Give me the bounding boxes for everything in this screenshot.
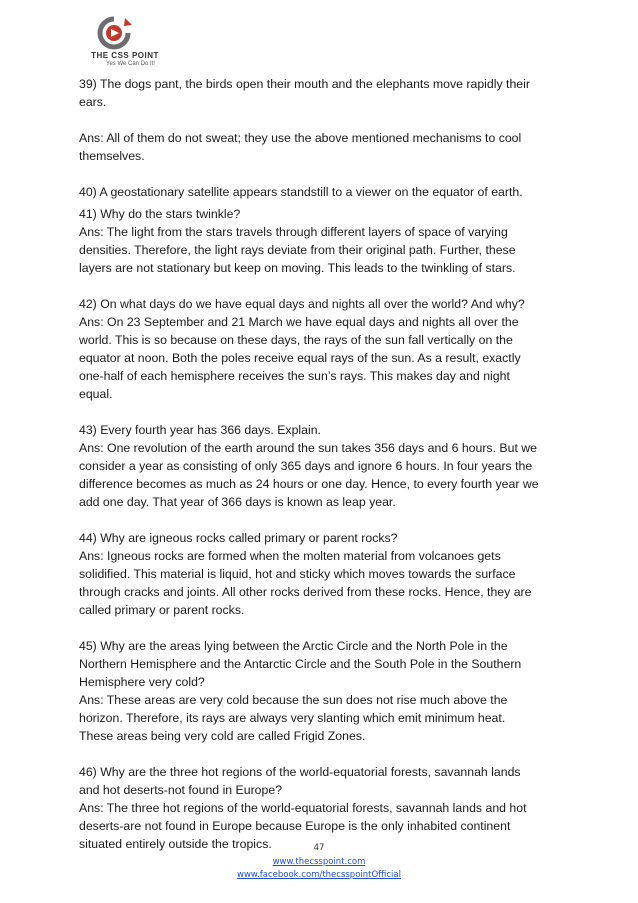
text-line: 39) The dogs pant, the birds open their mouth and the elephants move rapidly their — [79, 77, 530, 91]
qa-paragraph — [79, 183, 565, 201]
text-line: deserts-are not found in Europe because Europe is the only inhabited continent — [79, 819, 511, 833]
text-line: add one day. That year of 366 days is known as leap year. — [79, 495, 396, 509]
text-line: difference becomes as much as 24 hours or one day. Hence, to every fourth year we — [79, 477, 539, 491]
text-line: themselves. — [79, 149, 145, 163]
facebook-link[interactable]: www.facebook.com/thecsspointOfficial — [237, 870, 401, 880]
text-line: 45) Why are the areas lying between the Arctic Circle and the North Pole in the — [79, 639, 508, 653]
qa-paragraph — [79, 75, 565, 111]
text-line: and hot deserts-not found in Europe? — [79, 783, 283, 797]
text-line: densities. Therefore, the light rays deviate from their original path. Further, these — [79, 243, 516, 257]
text-line: 46) Why are the three hot regions of the world-equatorial forests, savannah lands — [79, 765, 521, 779]
text-line: situated entirely outside the tropics. — [79, 837, 272, 851]
text-line: 44) Why are igneous rocks called primary or parent rocks? — [79, 531, 398, 545]
text-line: Ans: These areas are very cold because the sun does not rise much above the — [79, 693, 508, 707]
text-line: equator at noon. Both the poles receive equal rays of the sun. As a result, exactly — [79, 351, 521, 365]
page-number: 47 — [313, 843, 325, 853]
text-line: called primary or parent rocks. — [79, 603, 245, 617]
text-line: Ans: The light from the stars travels through different layers of space of varying — [79, 225, 508, 239]
text-line: world. This is so because on these days, the rays of the sun fall vertically on the — [79, 333, 513, 347]
text-line: layers are not stationary but keep on moving. This leads to the twinkling of stars. — [79, 261, 516, 275]
qa-paragraph — [79, 129, 565, 165]
text-line: These areas being very cold are called Frigid Zones. — [79, 729, 366, 743]
qa-paragraph — [79, 763, 565, 853]
text-line: 42) On what days do we have equal days and nights all over the world? And why? — [79, 297, 525, 311]
text-line: Ans: All of them do not sweat; they use the above mentioned mechanisms to cool — [79, 131, 522, 145]
text-line: one-half of each hemisphere receives the sun’s rays. This makes day and night — [79, 369, 510, 383]
site-logo — [80, 16, 170, 74]
text-line: 43) Every fourth year has 366 days. Explain. — [79, 423, 321, 437]
qa-paragraph — [79, 637, 565, 745]
website-link[interactable]: www.thecsspoint.com — [272, 857, 366, 867]
text-line: solidified. This material is liquid, hot and sticky which moves towards the surface — [79, 567, 516, 581]
logo-icon — [94, 16, 134, 50]
text-line: through cracks and joints. All other rocks derived from these rocks. Hence, they are — [79, 585, 532, 599]
text-line: Ans: One revolution of the earth around the sun takes 356 days and 6 hours. But we — [79, 441, 538, 455]
text-line: Northern Hemisphere and the Antarctic Circle and the South Pole in the Southern — [79, 657, 522, 671]
document-body — [79, 75, 565, 871]
qa-paragraph — [79, 529, 565, 619]
text-line: Hemisphere very cold? — [79, 675, 205, 689]
text-line: 41) Why do the stars twinkle? — [79, 207, 241, 221]
text-line: Ans: Igneous rocks are formed when the molten material from volcanoes gets — [79, 549, 501, 563]
qa-paragraph — [79, 205, 565, 277]
qa-paragraph — [79, 421, 565, 511]
text-line: horizon. Therefore, its rays are always very slanting which emit minimum heat. — [79, 711, 506, 725]
text-line: Ans: The three hot regions of the world-equatorial forests, savannah lands and hot — [79, 801, 527, 815]
logo-tagline: Yes We Can Do It! — [106, 61, 156, 67]
qa-paragraph — [79, 295, 565, 403]
text-line: Ans: On 23 September and 21 March we have equal days and nights all over the — [79, 315, 519, 329]
logo-name: THE CSS POINT — [91, 51, 159, 60]
text-line: ears. — [79, 95, 107, 109]
text-line: consider a year as consisting of only 365 days and ignore 6 hours. In four years the — [79, 459, 533, 473]
text-line: 40) A geostationary satellite appears standstill to a viewer on the equator of earth. — [79, 185, 523, 199]
text-line: equal. — [79, 387, 113, 401]
